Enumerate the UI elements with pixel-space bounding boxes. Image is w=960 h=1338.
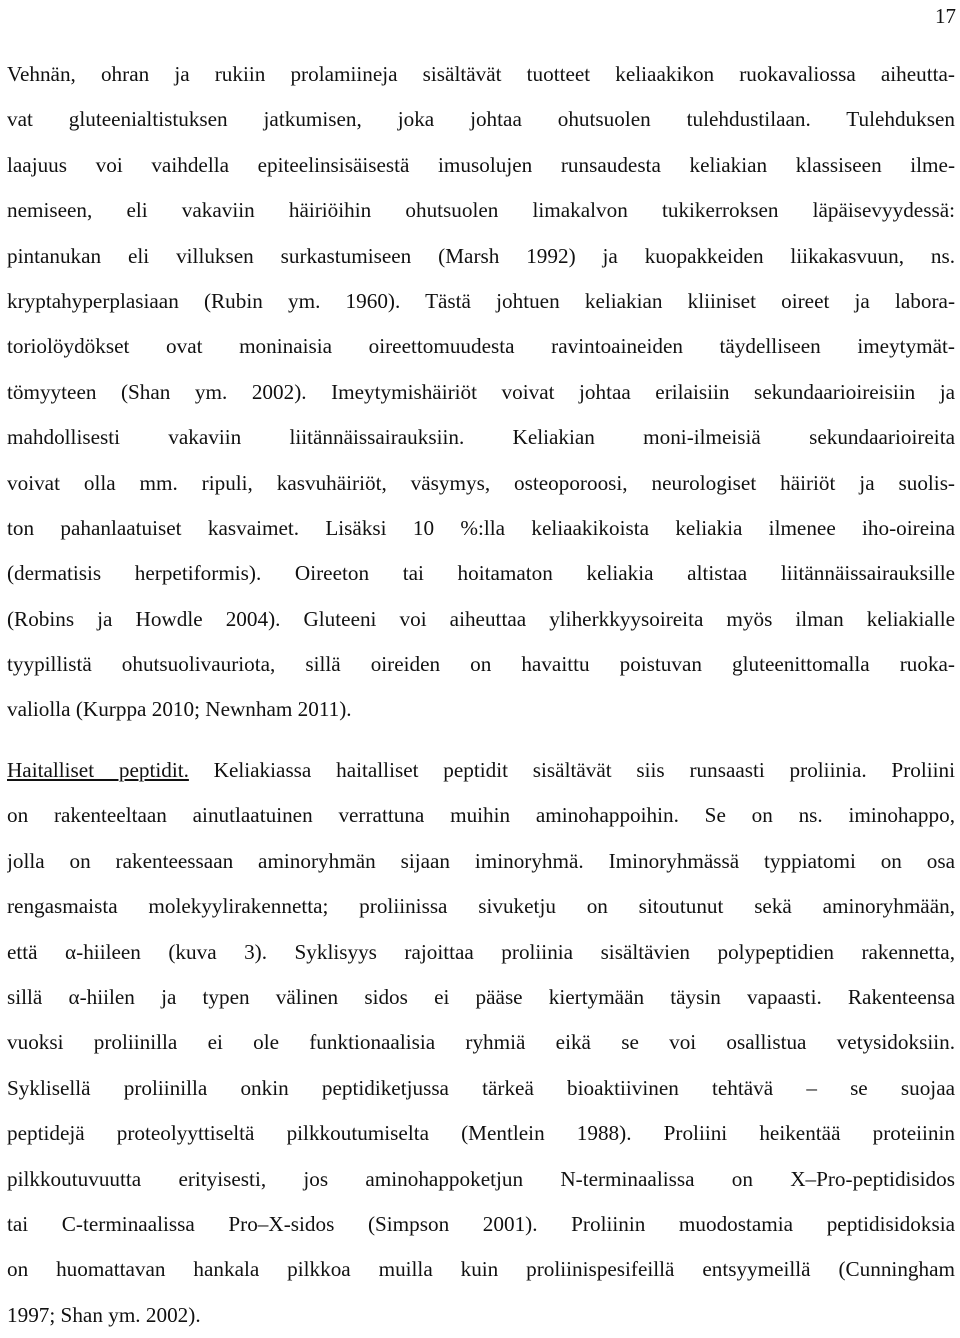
text-line: pilkkoutuvuutta erityisesti, jos aminohappoketjun N-terminaalissa on X–Pro-peptidisidos [7,1166,955,1191]
text-line: nemiseen, eli vakaviin häiriöihin ohutsuolen limakalvon tukikerroksen läpäisevyydessä: [7,198,955,223]
text-line: tyypillistä ohutsuolivauriota, sillä oireiden on havaittu poistuvan gluteenittomalla ruoka- [7,652,955,677]
text-line: pintanukan eli villuksen surkastumiseen (Marsh 1992) ja kuopakkeiden liikakasvuun, ns. [7,243,955,268]
text-line: Vehnän, ohran ja rukiin prolamiineja sisältävät tuotteet keliaakikon ruokavaliossa aiheutta- [7,62,955,86]
text-line: on rakenteeltaan ainutlaatuinen verrattuna muihin aminohappoihin. Se on ns. iminohappo, [7,803,955,828]
text-line: että α-hiileen (kuva 3). Syklisyys rajoittaa proliinia sisältävien polypeptidien rakennetta, [7,939,955,964]
text-run: Keliakiassa haitalliset peptidit sisältävät siis runsaasti proliinia. Proliini [188,758,955,782]
text-line: rengasmaista molekyylirakennetta; proliinissa sivuketju on sitoutunut sekä aminoryhmään, [7,894,955,919]
text-line: jolla on rakenteessaan aminoryhmän sijaan iminoryhmä. Iminoryhmässä typpiatomi on osa [7,848,955,873]
text-line [7,748,955,793]
paragraph-harmful-peptides [7,748,955,1338]
text-line: tai C-terminaalissa Pro–X-sidos (Simpson 2001). Proliinin muodostamia peptidisidoksia [7,1211,955,1236]
text-line: kryptahyperplasiaan (Rubin ym. 1960). Tästä johtuen keliakian kliiniset oireet ja labora- [7,288,955,313]
text-line: valiolla (Kurppa 2010; Newnham 2011). [7,697,352,722]
text-line: peptidejä proteolyyttiseltä pilkkoutumiselta (Mentlein 1988). Proliini heikentää proteiinin [7,1121,955,1146]
text-line: Syklisellä proliinilla onkin peptidiketjussa tärkeä bioaktiivinen tehtävä – se suojaa [7,1075,955,1100]
page-number: 17 [935,4,956,28]
text-line: sillä α-hiilen ja typen välinen sidos ei pääse kiertymään täysin vapaasti. Rakenteensa [7,984,955,1009]
text-line: 1997; Shan ym. 2002). [7,1302,201,1327]
text-line: laajuus voi vaihdella epiteelinsisäisestä imusolujen runsaudesta keliakian klassiseen ilme- [7,152,955,177]
section-heading: Haitalliset peptidit. [7,758,189,782]
text-line: vuoksi proliinilla ei ole funktionaalisia ryhmiä eikä se voi osallistua vetysidoksiin. [7,1030,955,1055]
text-line: on huomattavan hankala pilkkoa muilla kuin proliinispesifeillä entsyymeillä (Cunningham [7,1257,955,1282]
text-line: vat gluteenialtistuksen jatkumisen, joka johtaa ohutsuolen tulehdustilaan. Tulehduksen [7,107,955,132]
paragraph-celiac-symptoms [7,52,955,733]
text-line: tömyyteen (Shan ym. 2002). Imeytymishäiriöt voivat johtaa erilaisiin sekundaarioireisiin ja [7,379,955,404]
text-line: (dermatisis herpetiformis). Oireeton tai hoitamaton keliakia altistaa liitännäissairauksille [7,561,955,586]
text-line: toriolöydökset ovat moninaisia oireettomuudesta ravintoaineiden täydelliseen imeytymät- [7,334,955,359]
text-line: ton pahanlaatuiset kasvaimet. Lisäksi 10 %:lla keliaakikoista keliakia ilmenee iho-oireina [7,515,955,540]
text-line: voivat olla mm. ripuli, kasvuhäiriöt, väsymys, osteoporoosi, neurologiset häiriöt ja suolis- [7,470,955,495]
text-line: (Robins ja Howdle 2004). Gluteeni voi aiheuttaa yliherkkyysoireita myös ilman keliakialle [7,606,955,631]
text-line: mahdollisesti vakaviin liitännäissairauksiin. Keliakian moni-ilmeisiä sekundaarioireita [7,425,955,450]
